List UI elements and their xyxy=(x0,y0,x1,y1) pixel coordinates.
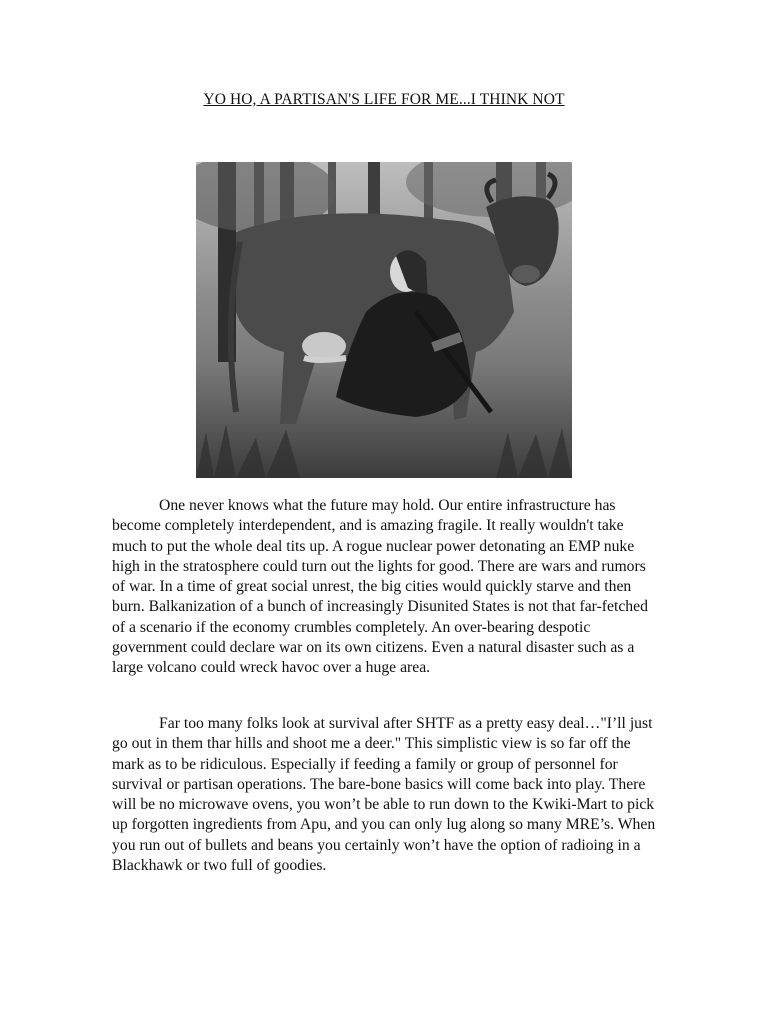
photograph-icon xyxy=(196,162,572,478)
document-title: YO HO, A PARTISAN'S LIFE FOR ME...I THINK NOT xyxy=(203,91,565,108)
paragraph-1: One never knows what the future may hold. Our entire infrastructure has become completely interdependent, and is amazing fragile. It really wouldn't take much to put the whole deal tits up. A rogue nuclear power detonating an EMP nuke high in the stratosphere could turn out the lights for good. There are wars and rumors of war. In a time of great social unrest, the big cities would quickly starve and then burn. Balkanization of a bunch of increasingly Disunited States is not that far-fetched of a scenario if the economy crumbles completely. An over-bearing despotic government could declare war on its own citizens. Even a natural disaster such as a large volcano could wreck havoc over a huge area. xyxy=(112,497,648,677)
paragraph-2: Far too many folks look at survival after SHTF as a pretty easy deal…"I’ll just go out in them thar hills and shoot me a deer." This simplistic view is so far off the mark as to be ridiculous. Especially if feeding a family or group of personnel for survival or partisan operations. The bare-bone basics will come back into play. There will be no microwave ovens, you won’t be able to run down to the Kwiki-Mart to pick up forgotten ingredients from Apu, and you can only lug along so many MRE’s. When you run out of bullets and beans you certainly won’t have the option of radioing in a Blackhawk or two full of goodies. xyxy=(112,715,656,875)
